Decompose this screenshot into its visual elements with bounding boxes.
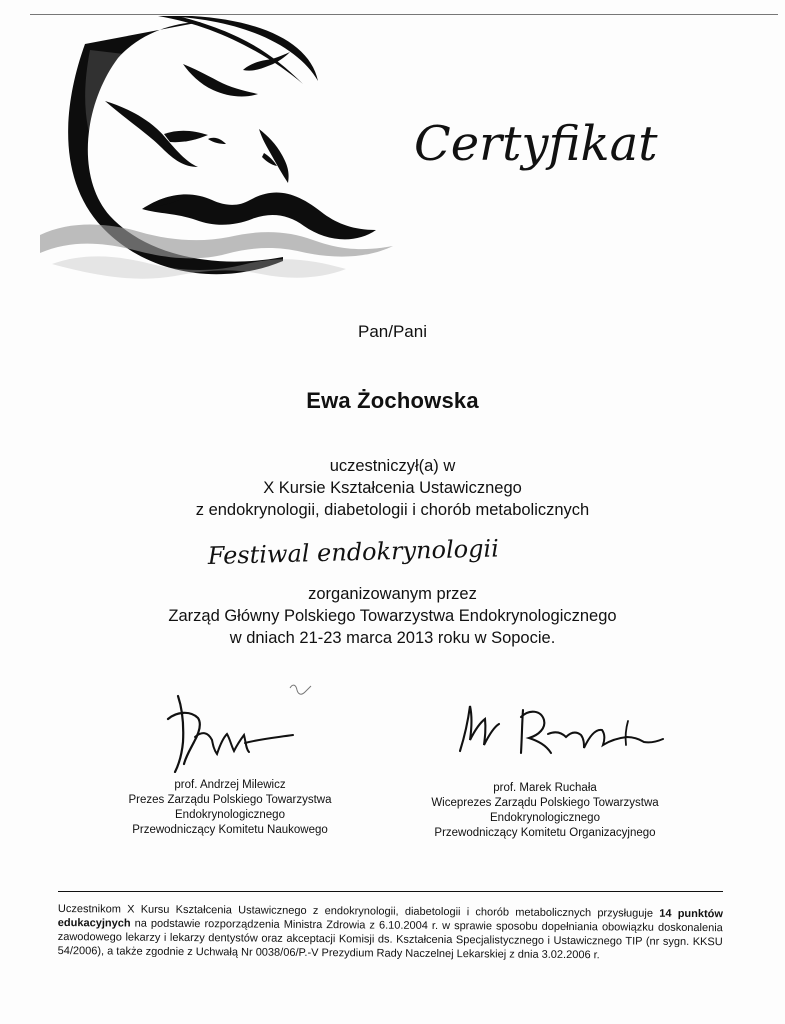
- certificate-title-handwritten: [410, 98, 750, 193]
- top-rule: [30, 14, 778, 15]
- recipient-name: Ewa Żochowska: [306, 388, 479, 413]
- signatory-right-role-1: Wiceprezes Zarządu Polskiego Towarzystwa: [431, 797, 659, 809]
- event-name: Festiwal endokrynologii: [207, 534, 500, 570]
- education-points: 14 punktów edukacyjnych: [57, 907, 723, 930]
- organizer-line-1: zorganizowanym przez: [308, 585, 477, 603]
- footer-rule: [58, 891, 723, 892]
- organizer-line-3: w dniach 21-23 marca 2013 roku w Sopocie.: [229, 629, 556, 647]
- organizer-line-2: Zarząd Główny Polskiego Towarzystwa Endokrynologicznego: [168, 607, 617, 625]
- footer-intro: Uczestnikom X Kursu Kształcenia Ustawicznego z endokrynologii, diabetologii i chorób metabolicznych przysługuje: [57, 902, 654, 920]
- signatory-right-role-3: Przewodniczący Komitetu Organizacyjnego: [434, 827, 656, 839]
- footer-rest: na podstawie rozporządzenia Ministra Zdrowia z 6.10.2004 r. w sprawie sposobu dopełniania obowiązku doskonalenia zawodowego lekarzy i lekarzy dentystów oraz akceptacji Komisji ds. Kształcenia Specjalistycznego i Ustawicznego TIP (nr sygn. KKSU 54/2006), a także zgodnie z Uchwałą Nr 0038/06/P.-V Prezydium Rady Naczelnej Lekarskiej z dnia 3.02.2006 r.: [57, 917, 723, 962]
- participation-line-1: uczestniczył(a) w: [329, 457, 456, 475]
- signatory-left: [110, 778, 350, 838]
- certificate-title: Certyfikat: [414, 116, 658, 172]
- signature-left-icon: [150, 688, 300, 773]
- signatory-left-role-1: Prezes Zarządu Polskiego Towarzystwa: [128, 794, 332, 806]
- signatory-left-role-2: Endokrynologicznego: [175, 809, 285, 821]
- signature-right-icon: [445, 693, 665, 763]
- handwritten-event-name: [200, 533, 590, 581]
- signatory-right-role-2: Endokrynologicznego: [490, 812, 600, 824]
- participation-line-2: X Kursie Kształcenia Ustawicznego: [263, 479, 522, 497]
- signatory-right: [420, 781, 670, 841]
- education-points-note: [58, 902, 723, 963]
- participation-block: [0, 455, 785, 521]
- seagull-wave-logo-icon: [38, 16, 398, 286]
- signatory-left-name: prof. Andrzej Milewicz: [174, 779, 286, 791]
- signatory-right-name: prof. Marek Ruchała: [493, 782, 597, 794]
- salutation: Pan/Pani: [358, 322, 427, 341]
- organizer-block: [0, 583, 785, 649]
- signatory-left-role-3: Przewodniczący Komitetu Naukowego: [132, 824, 328, 836]
- participation-line-3: z endokrynologii, diabetologii i chorób metabolicznych: [195, 501, 590, 519]
